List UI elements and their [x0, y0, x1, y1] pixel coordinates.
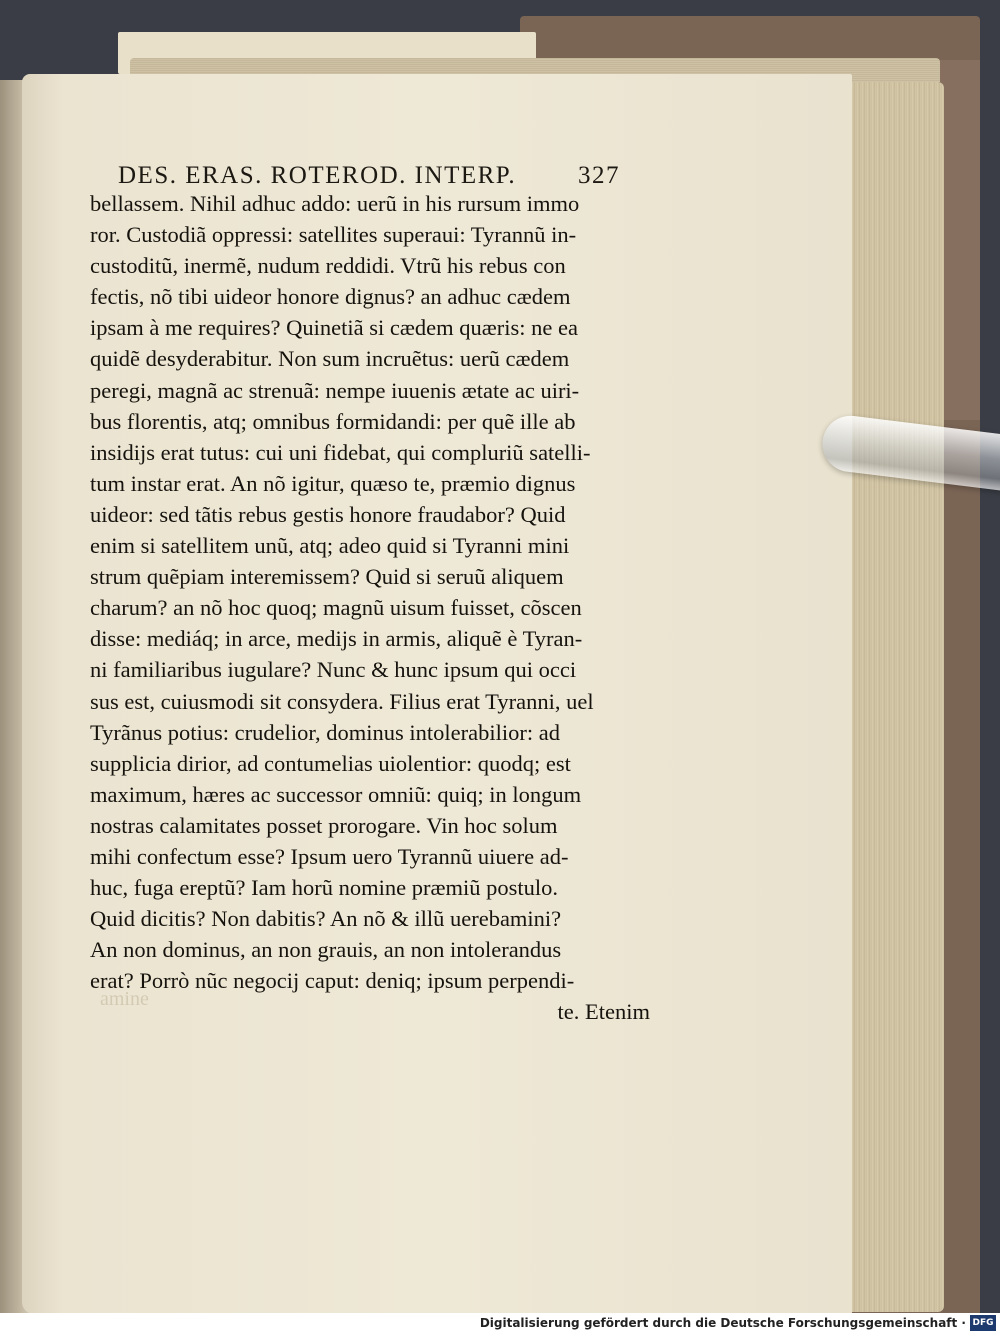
show-through-text: amine [100, 988, 149, 1010]
text-line: mihi confectum esse? Ipsum uero Tyrannũ uiuere ad- [90, 843, 569, 869]
text-line: fectis, nõ tibi uideor honore dignus? an adhuc cædem [90, 284, 571, 310]
body-text [90, 188, 650, 1028]
running-head [118, 162, 658, 190]
text-line: nostras calamitates posset prorogare. Vin hoc solum [90, 812, 558, 838]
text-line: quidẽ desyderabitur. Non sum incruẽtus: uerũ cædem [90, 346, 570, 372]
text-line: maximum, hæres ac successor omniũ: quiq; in longum [90, 781, 582, 807]
text-line: ipsam à me requires? Quinetiã si cædem quæris: ne ea [90, 315, 578, 341]
running-head-title: DES. ERAS. ROTEROD. INTERP. [118, 162, 517, 189]
dfg-logo: DFG [970, 1315, 996, 1331]
digitization-footer [0, 1313, 1000, 1333]
text-line: ror. Custodiã oppressi: satellites superaui: Tyrannũ in- [90, 222, 577, 248]
text-line: strum quẽpiam interemissem? Quid si seruũ aliquem [90, 564, 564, 590]
text-line: insidijs erat tutus: cui uni fidebat, qui compluriũ satelli- [90, 439, 591, 465]
text-line: charum? an nõ hoc quoq; magnũ uisum fuisset, cõscen [90, 595, 582, 621]
text-line: Tyrãnus potius: crudelior, dominus intolerabilior: ad [90, 719, 560, 745]
text-line: enim si satellitem unũ, atq; adeo quid si Tyranni mini [90, 533, 570, 559]
page-block-fore-edge [846, 82, 944, 1312]
text-line: erat? Porrò nũc negocij caput: deniq; ipsum perpendi- [90, 968, 575, 994]
text-line: peregi, magnã ac strenuã: nempe iuuenis ætate ac uiri- [90, 377, 580, 403]
text-line: bellassem. Nihil adhuc addo: uerũ in his rursum immo [90, 191, 580, 216]
text-line: custoditũ, inermẽ, nudum reddidi. Vtrũ his rebus con [90, 253, 566, 279]
catchword: te. Etenim [557, 999, 650, 1025]
text-line: Quid dicitis? Non dabitis? An nõ & illũ uerebamini? [90, 906, 562, 932]
text-line: An non dominus, an non grauis, an non intolerandus [90, 937, 562, 963]
text-line: huc, fuga ereptũ? Iam horũ nomine præmiũ postulo. [90, 875, 559, 901]
text-line: bus florentis, atq; omnibus formidandi: per quẽ ille ab [90, 408, 576, 434]
text-line: ni familiaribus iugulare? Nunc & hunc ipsum qui occi [90, 657, 577, 683]
text-line: supplicia dirior, ad contumelias uiolentior: quodq; est [90, 750, 571, 776]
folio-number: 327 [578, 162, 620, 189]
text-line: uideor: sed tãtis rebus gestis honore fraudabor? Quid [90, 501, 566, 527]
funding-credit: Digitalisierung gefördert durch die Deutsche Forschungsgemeinschaft · [479, 1316, 966, 1330]
text-line: tum instar erat. An nõ igitur, quæso te, præmio dignus [90, 470, 576, 496]
text-line: disse: mediáq; in arce, medijs in armis, aliquẽ è Tyran- [90, 626, 583, 652]
text-line: sus est, cuiusmodi sit consydera. Filius erat Tyranni, uel [90, 688, 594, 714]
